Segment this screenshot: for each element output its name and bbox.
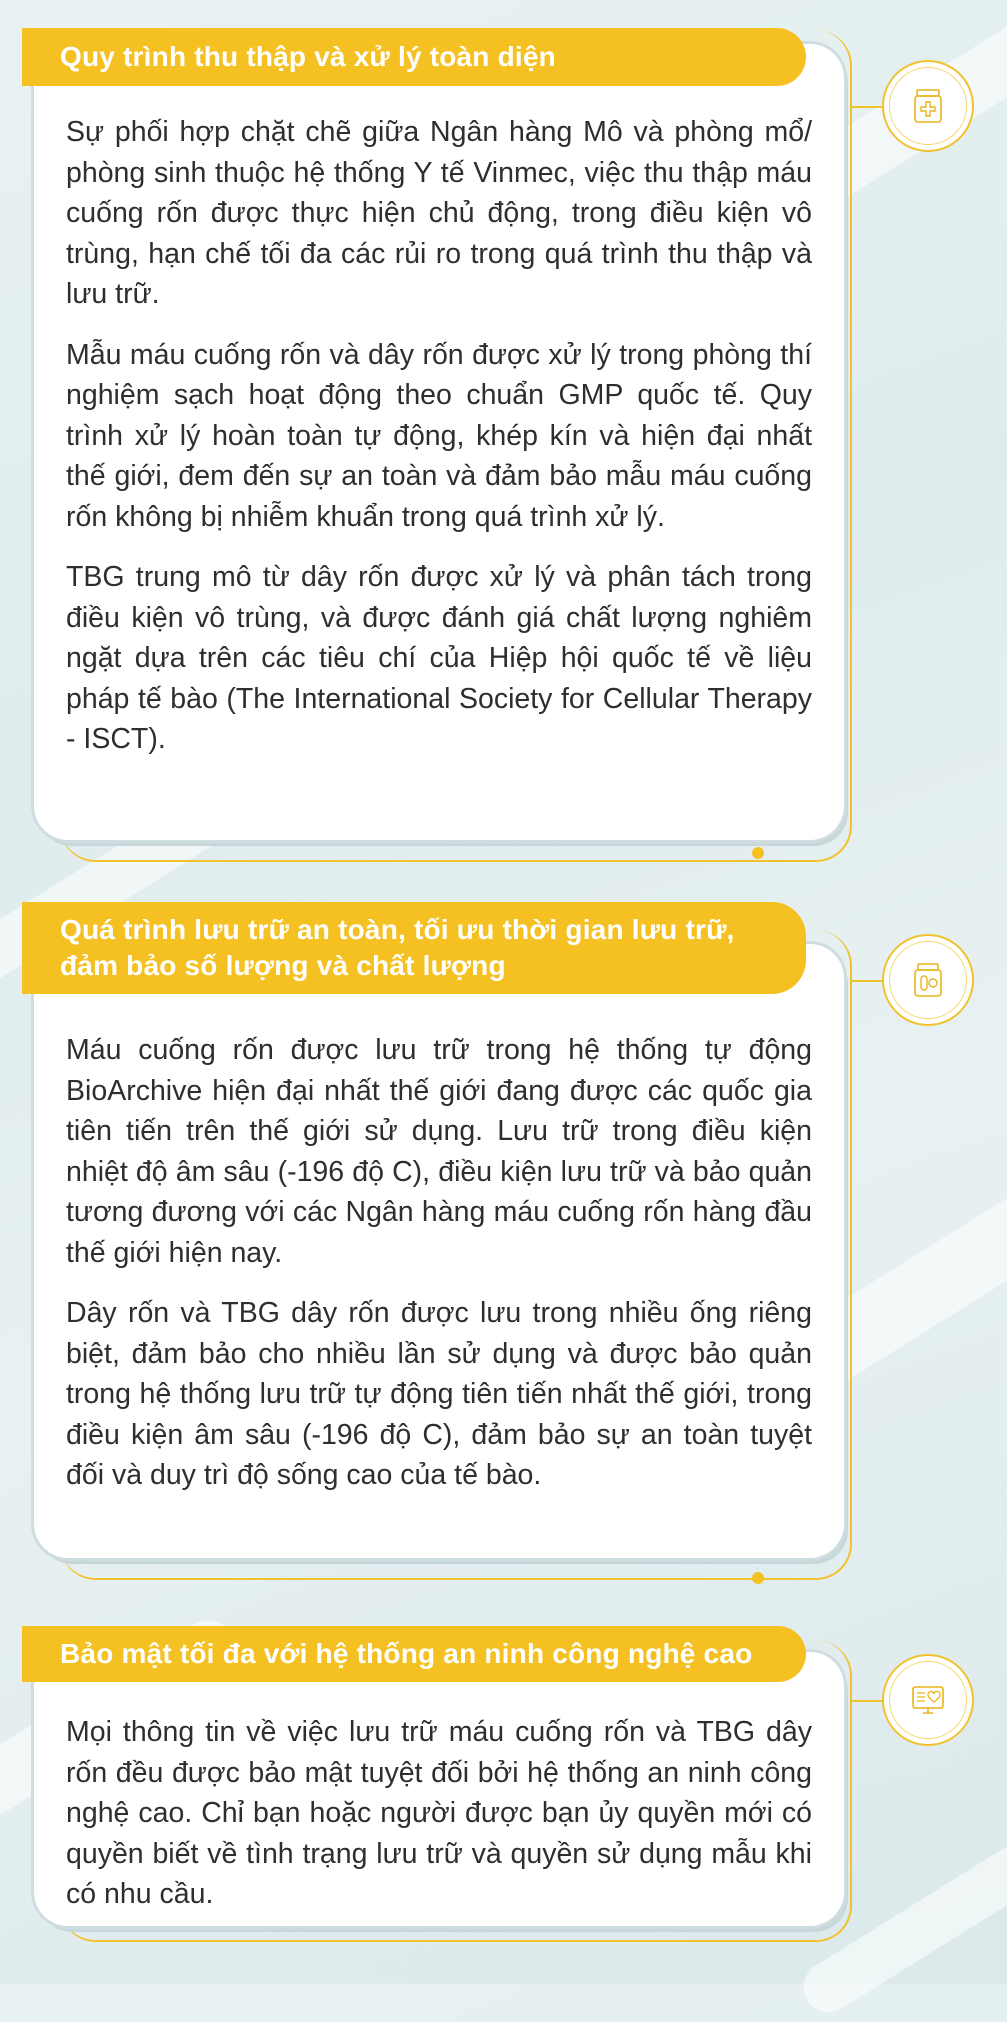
accent-dot: [752, 1572, 764, 1584]
paragraph: Mọi thông tin về việc lưu trữ máu cuống rốn và TBG dây rốn đều được bảo mật tuyệt đối bởi hệ thống an ninh công nghệ cao. Chỉ bạn hoặc người được bạn ủy quyền mới có quyền biết về tình trạng lưu trữ và quyền sử dụng mẫu khi có nhu cầu.: [66, 1716, 812, 1910]
section-title-line: Bảo mật tối đa với hệ thống an ninh công nghệ cao: [60, 1638, 753, 1669]
icon-badge: [882, 60, 974, 152]
section-title-line: Quá trình lưu trữ an toàn, tối ưu thời gian lưu trữ,: [60, 914, 735, 945]
paragraph: Mẫu máu cuống rốn và dây rốn được xử lý trong phòng thí nghiệm sạch hoạt động theo chuẩn GMP quốc tế. Quy trình xử lý hoàn toàn tự động, khép kín và hiện đại nhất thế giới, đem đến sự an toàn và đảm bảo mẫu máu cuống rốn không bị nhiễm khuẩn trong quá trình xử lý.: [66, 338, 812, 533]
monitor-heart-icon: [908, 1680, 948, 1720]
section-body: [66, 1712, 812, 1935]
paragraph: Máu cuống rốn được lưu trữ trong hệ thống tự động BioArchive hiện đại nhất thế giới đang được các quốc gia tiên tiến trên thế giới sử dụng. Lưu trữ trong điều kiện nhiệt độ âm sâu (-196 độ C), điều kiện lưu trữ và bảo quản tương đương với các Ngân hàng máu cuống rốn hàng đầu thế giới hiện nay.: [66, 1034, 812, 1269]
pill-jar-icon: [908, 960, 948, 1000]
connector-line: [852, 1700, 884, 1702]
section-title: [22, 28, 806, 86]
icon-badge: [882, 1654, 974, 1746]
connector-line: [852, 980, 884, 982]
section-title: [22, 902, 806, 994]
paragraph: TBG trung mô từ dây rốn được xử lý và phân tách trong điều kiện vô trùng, và được đánh giá chất lượng nghiêm ngặt dựa trên các tiêu chí của Hiệp hội quốc tế về liệu pháp tế bào (The International Society for Cellular Therapy - ISCT).: [66, 561, 812, 755]
icon-badge: [882, 934, 974, 1026]
section-title: [22, 1626, 806, 1682]
accent-dot: [752, 847, 764, 859]
paragraph: Dây rốn và TBG dây rốn được lưu trong nhiều ống riêng biệt, đảm bảo cho nhiều lần sử dụng và được bảo quản trong hệ thống lưu trữ tự động tiên tiến nhất thế giới, trong điều kiện âm sâu (-196 độ C), đảm bảo sự an toàn tuyệt đối và duy trì độ sống cao của tế bào.: [66, 1297, 812, 1491]
medical-bottle-icon: [908, 86, 948, 126]
paragraph: Sự phối hợp chặt chẽ giữa Ngân hàng Mô và phòng mổ/ phòng sinh thuộc hệ thống Y tế Vinmec, việc thu thập máu cuống rốn được thực hiện chủ động, trong điều kiện vô trùng, hạn chế tối đa các rủi ro trong quá trình thu thập và lưu trữ.: [66, 116, 812, 310]
section-title-line: đảm bảo số lượng và chất lượng: [60, 950, 506, 981]
section-body: [66, 1030, 812, 1516]
connector-line: [852, 106, 884, 108]
section-title-line: Quy trình thu thập và xử lý toàn diện: [60, 41, 556, 72]
section-body: [66, 112, 812, 780]
